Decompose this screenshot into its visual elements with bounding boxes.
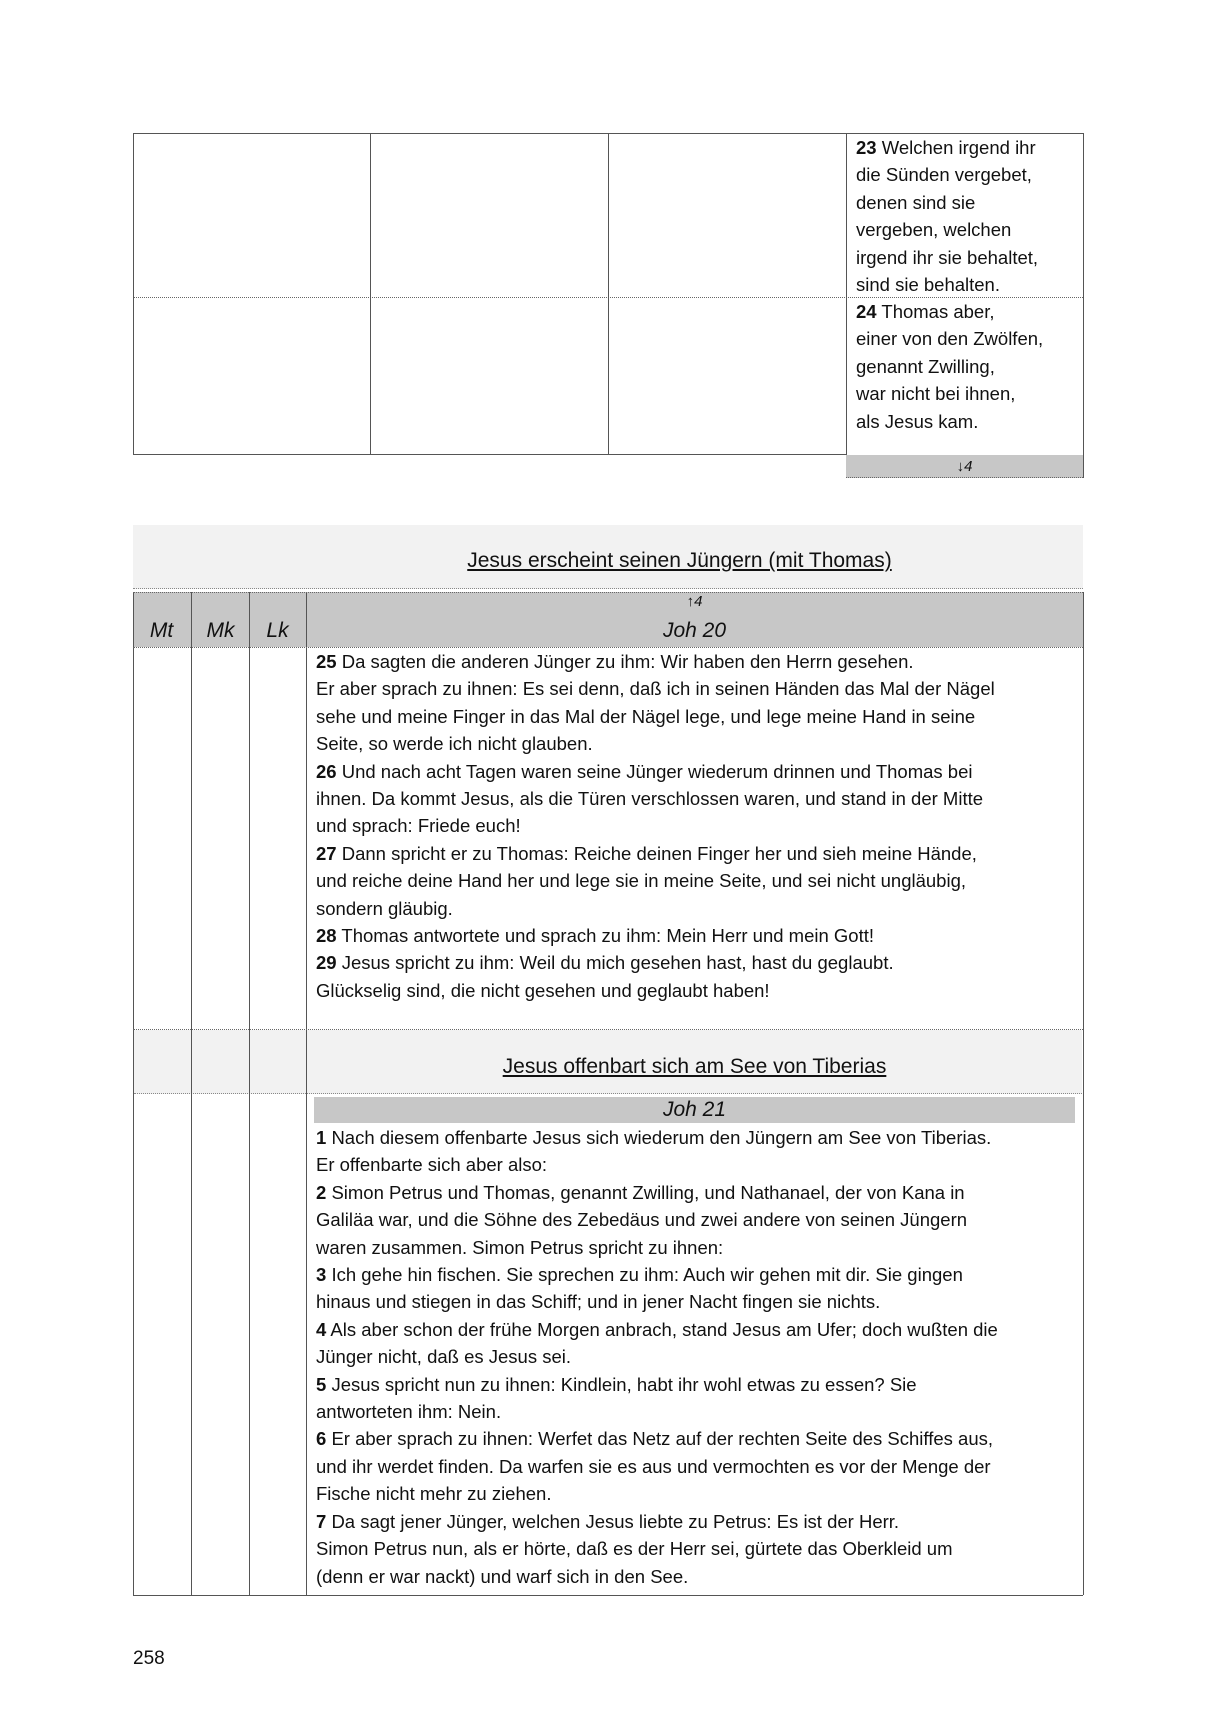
verse-block <box>316 1124 1081 1590</box>
verse-number: 6 <box>316 1428 327 1450</box>
page-number: 258 <box>133 1648 165 1669</box>
verse-line: sondern gläubig. <box>316 897 453 919</box>
verse-line: Als aber schon der frühe Morgen anbrach, stand Jesus am Ufer; doch wußten die <box>330 1318 998 1340</box>
verse-number: 25 <box>316 651 337 672</box>
verse-line: Glückselig sind, die nicht gesehen und geglaubt haben! <box>316 979 770 1001</box>
verse-line: waren zusammen. Simon Petrus spricht zu ihnen: <box>316 1236 724 1258</box>
verse-line: vergeben, welchen <box>856 219 1012 241</box>
verse-number: 29 <box>316 952 337 974</box>
verse-line: Thomas aber, <box>881 301 995 322</box>
ref-marker: ↑4 <box>686 593 703 610</box>
verse-line: Simon Petrus nun, als er hörte, daß es der Herr sei, gürtete das Oberkleid um <box>316 1538 953 1560</box>
verse-1 <box>316 1124 1081 1179</box>
verse-line: Thomas antwortete und sprach zu ihm: Mein Herr und mein Gott! <box>341 925 875 947</box>
verse-line: irgend ihr sie behaltet, <box>856 246 1039 268</box>
verse-line: Ich gehe hin fischen. Sie sprechen zu ihm: Auch wir gehen mit dir. Sie gingen <box>331 1264 963 1286</box>
section-title: Jesus erscheint seinen Jüngern (mit Thomas) <box>467 549 892 572</box>
verse-line: hinaus und stiegen in das Schiff; und in jener Nacht fingen sie nichts. <box>316 1291 881 1313</box>
verse-6 <box>316 1425 1081 1507</box>
verse-4 <box>316 1316 1081 1371</box>
col-header-lk: Lk <box>266 619 289 642</box>
verse-line: Er aber sprach zu ihnen: Werfet das Netz auf der rechten Seite des Schiffes aus, <box>331 1428 994 1450</box>
verse-25 <box>316 648 1081 758</box>
verse-number: 4 <box>316 1318 327 1340</box>
verse-number: 23 <box>856 137 877 158</box>
verse-line: und reiche deine Hand her und lege sie in meine Seite, und sei nicht ungläubig, <box>316 870 967 892</box>
verse-line: Nach diesem offenbarte Jesus sich wiederum den Jüngern am See von Tiberias. <box>331 1127 992 1148</box>
verse-line: sind sie behalten. <box>856 274 1000 296</box>
col-header-mt: Mt <box>149 619 174 642</box>
verse-line: Und nach acht Tagen waren seine Jünger wiederum drinnen und Thomas bei <box>341 760 973 782</box>
verse-number: 7 <box>316 1510 327 1532</box>
verse-line: Dann spricht er zu Thomas: Reiche deinen Finger her und sieh meine Hände, <box>341 842 977 864</box>
verse-line: Da sagt jener Jünger, welchen Jesus liebte zu Petrus: Es ist der Herr. <box>331 1510 900 1532</box>
verse-7 <box>316 1508 1081 1590</box>
book-ref: Joh 21 <box>314 1097 1075 1123</box>
verse-line: antworteten ihm: Nein. <box>316 1401 502 1423</box>
verse-line: Seite, so werde ich nicht glauben. <box>316 733 593 755</box>
verse-line: einer von den Zwölfen, <box>856 328 1044 350</box>
verse-29 <box>316 949 1081 1004</box>
continue-marker: ↓4 <box>846 455 1083 478</box>
verse-line: Er offenbarte sich aber also: <box>316 1154 548 1176</box>
verse-block <box>316 648 1081 1004</box>
verse-number: 26 <box>316 760 337 782</box>
verse-line: ihnen. Da kommt Jesus, als die Türen verschlossen waren, und stand in der Mitte <box>316 788 984 810</box>
section-title: Jesus offenbart sich am See von Tiberias <box>502 1055 887 1078</box>
verse-cell-24 <box>856 298 1081 435</box>
verse-line: und ihr werdet finden. Da warfen sie es aus und vermochten es vor der Menge der <box>316 1455 991 1477</box>
verse-5 <box>316 1371 1081 1426</box>
verse-line: sehe und meine Finger in das Mal der Nägel lege, und lege meine Hand in seine <box>316 705 976 727</box>
verse-line: Fische nicht mehr zu ziehen. <box>316 1483 552 1505</box>
verse-number: 28 <box>316 925 337 947</box>
verse-2 <box>316 1179 1081 1261</box>
verse-line: Jesus spricht nun zu ihnen: Kindlein, habt ihr wohl etwas zu essen? Sie <box>331 1373 917 1395</box>
verse-26 <box>316 758 1081 840</box>
verse-number: 2 <box>316 1181 327 1203</box>
verse-line: Galiläa war, und die Söhne des Zebedäus und zwei andere von seinen Jüngern <box>316 1209 968 1231</box>
verse-line: (denn er war nackt) und warf sich in den See. <box>316 1565 689 1587</box>
verse-27 <box>316 840 1081 922</box>
verse-line: denen sind sie <box>856 191 976 213</box>
verse-number: 1 <box>316 1127 327 1148</box>
verse-line: Er aber sprach zu ihnen: Es sei denn, daß ich in seinen Händen das Mal der Nägel <box>316 678 995 700</box>
verse-number: 27 <box>316 842 337 864</box>
verse-cell-23 <box>856 134 1081 298</box>
verse-line: und sprach: Friede euch! <box>316 815 521 837</box>
verse-line: Welchen irgend ihr <box>881 137 1036 158</box>
verse-line: war nicht bei ihnen, <box>856 383 1016 405</box>
verse-line: genannt Zwilling, <box>856 355 995 377</box>
book-ref: Joh 20 <box>662 619 727 642</box>
verse-3 <box>316 1261 1081 1316</box>
verse-line: Jesus spricht zu ihm: Weil du mich gesehen hast, hast du geglaubt. <box>341 952 894 974</box>
verse-line: die Sünden vergebet, <box>856 164 1032 186</box>
verse-line: Da sagten die anderen Jünger zu ihm: Wir haben den Herrn gesehen. <box>341 651 914 672</box>
verse-line: Jünger nicht, daß es Jesus sei. <box>316 1346 572 1368</box>
verse-line: als Jesus kam. <box>856 410 979 432</box>
verse-line: Simon Petrus und Thomas, genannt Zwilling, und Nathanael, der von Kana in <box>331 1181 965 1203</box>
verse-number: 5 <box>316 1373 327 1395</box>
verse-28 <box>316 922 1081 949</box>
col-header-mk: Mk <box>206 619 235 642</box>
verse-number: 3 <box>316 1264 327 1286</box>
verse-number: 24 <box>856 301 877 322</box>
